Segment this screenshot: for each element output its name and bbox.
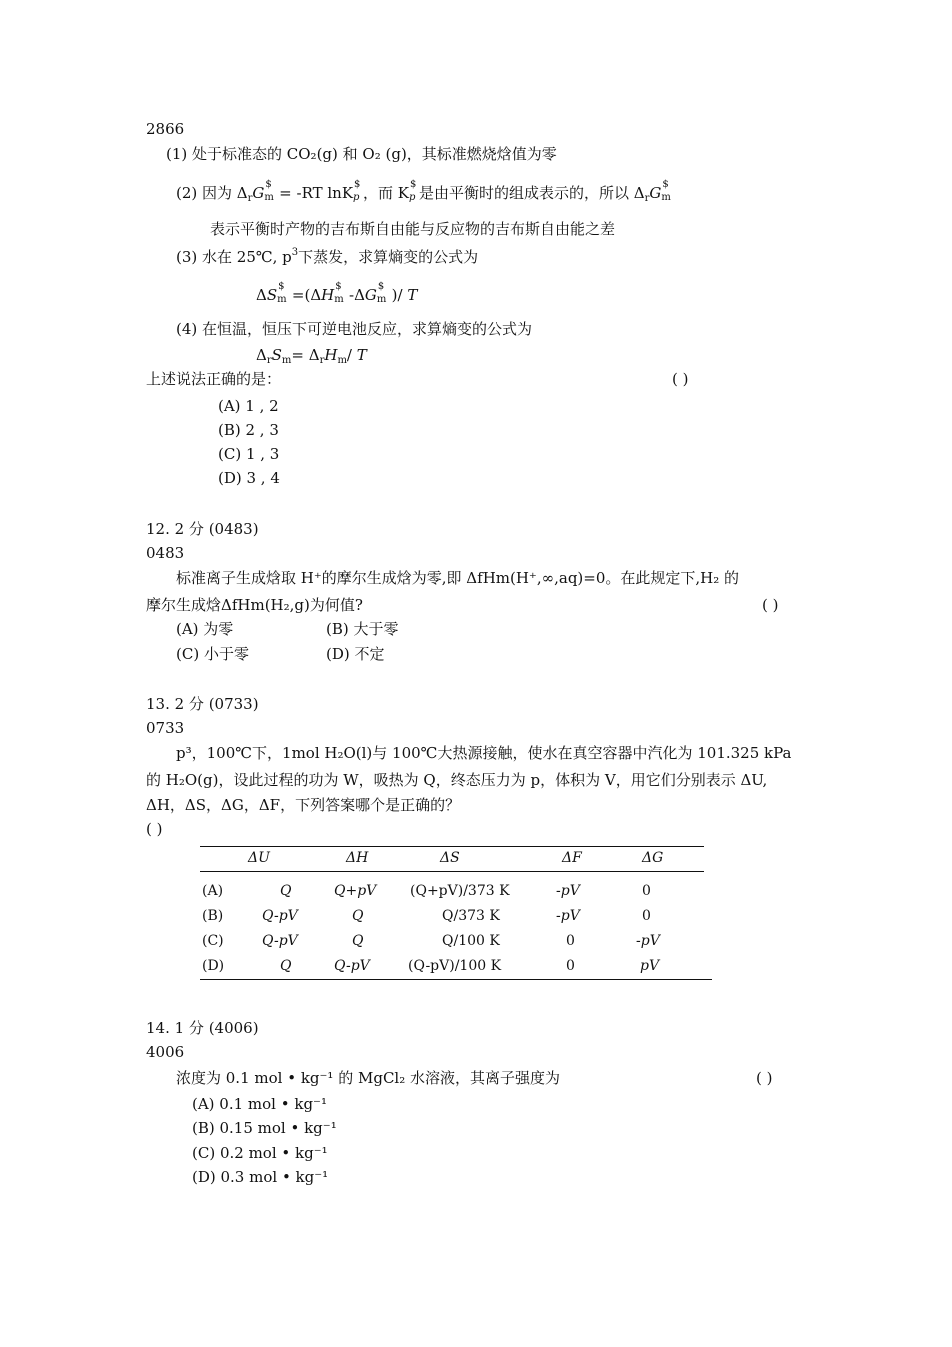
option-d[interactable]: (D) 3 , 4 [218,469,280,487]
table-cell: Q/373 K [442,908,500,924]
table-cell: (A) [202,883,224,899]
option-c[interactable]: (C) 1 , 3 [218,445,280,463]
table-cell: 0 [566,933,575,949]
table-cell: (Q-pV)/100 K [408,958,502,974]
answer-blank[interactable]: ( ) [672,370,689,388]
statement-4-formula: $\Delta_rS_m= \Delta_rH_m/$ T [256,346,367,366]
table-cell: Q [280,958,292,974]
answer-blank[interactable]: ( ) [762,596,779,614]
table-header: ΔH [346,850,369,866]
table-cell: (Q+pV)/373 K [410,883,510,899]
option-a[interactable]: (A) 0.1 mol • kg⁻¹ [192,1095,327,1113]
table-cell: Q [280,883,292,899]
table-cell: (D) [202,958,225,974]
table-cell: Q+pV [334,883,377,899]
question-header: 13. 2 分 (0733) [146,695,259,713]
question-text-line: ΔH，ΔS，ΔG，ΔF，下列答案哪个是正确的？ [146,796,461,814]
table-cell: Q-pV [262,908,298,924]
question-prompt: 上述说法正确的是： [146,370,282,388]
table-header-rule [200,871,704,872]
question-text-line: 浓度为 0.1 mol • kg⁻¹ 的 MgCl₂ 水溶液，其离子强度为 [176,1069,561,1087]
statement-2-part: ，而 K [363,184,410,202]
statement-2-part: = -RT lnK [274,184,354,202]
table-header: ΔU [248,850,270,866]
question-number: 0733 [146,719,185,737]
table-cell: Q [352,933,364,949]
table-cell: 0 [566,958,575,974]
option-d[interactable]: (D) 0.3 mol • kg⁻¹ [192,1168,329,1186]
question-number: 4006 [146,1043,185,1061]
statement-1: (1) 处于标准态的 CO₂(g) 和 O₂ (g)，其标准燃烧焓值为零 [166,145,557,163]
table-cell: Q/100 K [442,933,500,949]
statement-3-part: 下蒸发，求算熵变的公式为 [298,248,479,266]
statement-3: (3) 水在 25℃, $p^3$下蒸发，求算熵变的公式为 [176,247,479,266]
option-a[interactable]: (A) 1 , 2 [218,397,279,415]
table-cell: -pV [556,908,580,924]
statement-2-part: 是由平衡时的组成表示的，所以 Δ [419,184,645,202]
question-text-line: 标准离子生成焓取 H⁺的摩尔生成焓为零,即 ΔfHm(H⁺,∞,aq)=0。在此规定下,H₂ 的 [176,569,740,587]
table-cell: -pV [556,883,580,899]
option-c[interactable]: (C) 小于零 [176,645,249,663]
table-cell: -pV [636,933,660,949]
option-b[interactable]: (B) 2 , 3 [218,421,279,439]
statement-4: (4) 在恒温，恒压下可逆电池反应，求算熵变的公式为 [176,320,533,338]
option-c[interactable]: (C) 0.2 mol • kg⁻¹ [192,1144,328,1162]
question-number: 2866 [146,120,185,138]
table-cell: Q [352,908,364,924]
statement-2: (2) 因为 $\Delta_rG$ $ m = -RT lnK $ p ，而 K $ p 是由平衡时的组成表示的，所以 $\Delta_rG$ $ m [176,179,671,204]
question-text-line: 的 H₂O(g)，设此过程的功为 W，吸热为 Q，终态压力为 p，体积为 V，用它们分别表示 ΔU, [146,771,768,789]
answer-blank[interactable]: ( ) [146,820,163,838]
table-cell: 0 [642,908,651,924]
question-number: 0483 [146,544,185,562]
statement-3-formula: ΔS $ m =(ΔH $ m -ΔG $ m )/ T [256,281,418,305]
table-bottom-rule [200,979,712,980]
table-header: ΔG [642,850,664,866]
table-cell: Q-pV [262,933,298,949]
table-cell: pV [640,958,660,974]
answer-blank[interactable]: ( ) [756,1069,773,1087]
question-header: 14. 1 分 (4006) [146,1019,259,1037]
option-b[interactable]: (B) 0.15 mol • kg⁻¹ [192,1119,337,1137]
table-cell: (C) [202,933,224,949]
option-a[interactable]: (A) 为零 [176,620,234,638]
statement-2-part: (2) 因为 Δ [176,184,248,202]
table-cell: (B) [202,908,224,924]
statement-2-continuation: 表示平衡时产物的吉布斯自由能与反应物的吉布斯自由能之差 [210,220,616,238]
question-text-line: 摩尔生成焓ΔfHm(H₂,g)为何值? [146,596,363,614]
table-header: ΔS [440,850,460,866]
table-cell: Q-pV [334,958,370,974]
table-top-rule [200,846,704,847]
statement-3-part: (3) 水在 25℃, p [176,248,292,266]
question-text-line: p³，100℃下，1mol H₂O(l)与 100℃大热源接触，使水在真空容器中汽化为 101.325 kPa [176,744,792,762]
table-cell: 0 [642,883,651,899]
option-d[interactable]: (D) 不定 [326,645,385,663]
question-header: 12. 2 分 (0483) [146,520,259,538]
table-header: ΔF [562,850,582,866]
option-b[interactable]: (B) 大于零 [326,620,399,638]
